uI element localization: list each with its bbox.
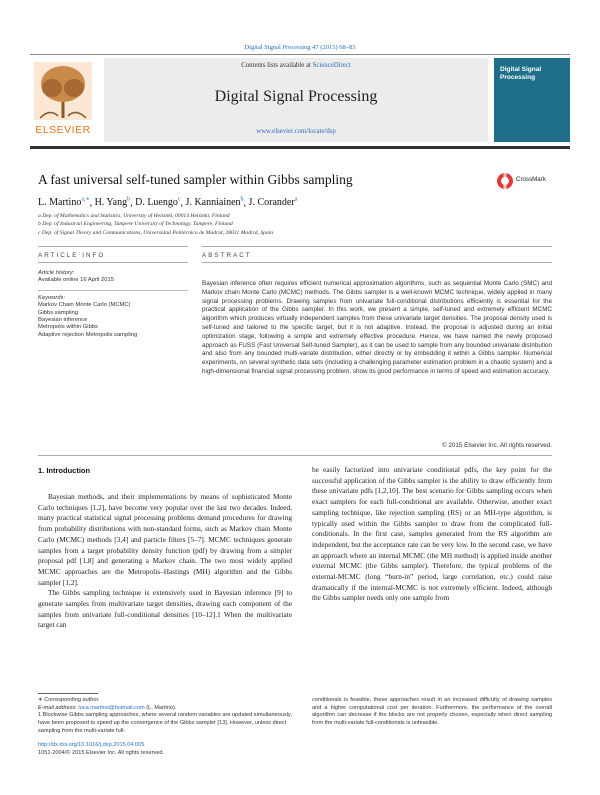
affiliations bbox=[38, 212, 558, 237]
publisher-name: ELSEVIER bbox=[35, 124, 91, 136]
author-list: L. Martino$^{a,∗}$, H. Yang$^b$, D. Luengo$^c$, J. Kanniainen$^b$, J. Corander$^a$ bbox=[38, 197, 298, 209]
header-bottom-rule bbox=[30, 146, 570, 149]
doi-block bbox=[38, 742, 338, 757]
contents-available-line bbox=[104, 62, 488, 69]
contents-prefix: Contents lists available at bbox=[241, 62, 313, 69]
article-info bbox=[38, 270, 188, 339]
author-2: H. Yang$^b$ bbox=[94, 197, 131, 209]
abstract-text: Bayesian inference often requires efficient numerical approximation algorithms, such as sequential Monte Carlo (SMC) and Markov chain Monte Carlo (MCMC) methods. The Gibbs sampler is a well-known MCMC technique, widely applied in many signal processing problems. Drawing samples from univariate full-conditional distributions efficiently is essential for the practical application of the Gibbs sampler. In this work, we present a simple, self-tuned and extremely efficient MCMC algorithm which produces virtually independent samples from these univariate target densities. The proposal density used is self-tuned and tailored to the specific target, but it is not adaptive. Instead, the proposal is adjusted during an initial optimization stage, following a simple and extremely effective procedure. Hence, we have named the newly proposed approach as FUSS (Fast Universal Self-tuned Sampler), as it can be used to sample from any bounded univariate distribution and also from any bounded multi-variate distribution, either directly or by embedding it within a Gibbs sampler. Numerical experiments, on several synthetic data sets (including a challenging parameter estimation problem in a chaotic system) and a high-dimensional financial signal processing problem, show its good performance in terms of speed and estimation accuracy. bbox=[202, 280, 552, 375]
article-info-rule bbox=[38, 246, 188, 247]
abstract-rule bbox=[202, 246, 552, 247]
author-1: L. Martino$^{a,∗}$ bbox=[38, 197, 90, 209]
footnote-rule bbox=[38, 693, 98, 694]
article-info-rule-2 bbox=[38, 262, 188, 263]
paper-title: A fast universal self-tuned sampler within Gibbs sampling bbox=[38, 172, 353, 187]
body-left-column bbox=[38, 492, 292, 631]
keyword: Adaptive rejection Metropolis sampling bbox=[38, 331, 138, 338]
affiliation-b: b Dep. of Industrial Engineering, Tampere University of Technology, Tampere, Finland bbox=[38, 221, 233, 228]
keyword: Bayesian inference bbox=[38, 317, 88, 324]
author-5: J. Corander$^a$ bbox=[248, 197, 298, 209]
email-link[interactable]: luca.martino@hotmail.com bbox=[78, 704, 145, 711]
history-label: Article history: bbox=[38, 270, 75, 276]
body-paragraph: Bayesian methods, and their implementations by means of sophisticated Monte Carlo techniques [1,2], have become very popular over the last two decades. Indeed, many practical statistical signal processing problems demand procedures for drawing from probability distributions with non-standard forms, such as Markov chain Monte Carlo (MCMC) methods [3,4] and particle filters [5–7]. MCMC techniques generate samples from a target probability density function (pdf) by drawing from a simpler proposal pdf [1,8] and generating a Markov chain. The two most widely applied MCMC approaches are the Metropolis–Hastings (MH) algorithm and the Gibbs sampler [1,2]. bbox=[38, 492, 292, 587]
keyword: Gibbs sampling bbox=[38, 309, 78, 316]
footnote-1-continued: conditionals is feasible, these approaches result in an increased difficulty of drawing samples and a higher computational cost per iteration. Furthermore, the performance of the overall algorithm can decrease if the blocks are not properly chosen, especially when direct sampling from the multi-variate full-conditionals is unfeasible. bbox=[312, 697, 552, 727]
keyword: Metropolis within Gibbs bbox=[38, 324, 98, 331]
email-note: E-mail address: luca.martino@hotmail.com (L. Martino). bbox=[38, 704, 177, 711]
header-top-rule bbox=[30, 54, 570, 55]
keywords-divider bbox=[38, 290, 188, 291]
history-value: Available online 16 April 2015 bbox=[38, 277, 114, 284]
article-info-heading: ARTICLE INFO bbox=[38, 252, 106, 259]
abstract-rule-2 bbox=[202, 262, 552, 263]
keywords-label: Keywords: bbox=[38, 294, 66, 301]
corresponding-author-note: ∗ Corresponding author. bbox=[38, 697, 100, 703]
affiliation-a: a Dep. of Mathematics and Statistics, University of Helsinki, 00014 Helsinki, Finland bbox=[38, 213, 230, 219]
journal-title: Digital Signal Processing bbox=[214, 88, 378, 105]
section-heading: 1. Introduction bbox=[38, 466, 91, 475]
journal-homepage-link[interactable]: www.elsevier.com/locate/dsp bbox=[256, 128, 336, 135]
crossmark-label[interactable]: CrossMark bbox=[516, 176, 546, 183]
body-paragraph: The Gibbs sampling technique is extensively used in Bayesian inference [9] to generate samples from multivariate target densities, drawing each component of the samples from univariate full-conditional densities [10–12].1 When the multivariate target can bbox=[38, 588, 292, 630]
doi-link[interactable]: http://dx.doi.org/10.1016/j.dsp.2015.04.005 bbox=[38, 742, 145, 748]
author-4: J. Kanniainen$^b$ bbox=[185, 197, 244, 209]
abstract-heading: ABSTRACT bbox=[202, 252, 252, 259]
rights-line: 1051-2004/© 2015 Elsevier Inc. All rights reserved. bbox=[38, 749, 165, 756]
cover-title: Digital Signal Processing bbox=[500, 66, 542, 81]
footnote-1: 1 Blockwise Gibbs sampling approaches, where several random variables are updated simultaneously, have been proposed to speed up the convergence of the Gibbs sampler [13]. However, unless direct sampling from the multi-variate full- bbox=[38, 712, 292, 734]
footnotes-left bbox=[38, 697, 292, 736]
sciencedirect-link[interactable]: ScienceDirect bbox=[312, 62, 351, 69]
author-3: D. Luengo$^c$ bbox=[135, 197, 181, 209]
keyword: Markov Chain Monte Carlo (MCMC) bbox=[38, 302, 131, 309]
body-right-column bbox=[312, 465, 552, 604]
abstract-bottom-rule bbox=[38, 455, 552, 456]
body-paragraph: be easily factorized into univariate conditional pdfs, the key point for the successful application of the Gibbs sampler is the ability to draw efficiently from these univariate pdfs [1,2,10]. The best scenario for Gibbs sampling occurs when exact samplers for each full-conditional are available. Otherwise, another exact sampling technique, like rejection sampling (RS) or an MH-type algorithm, is typically used within the Gibbs sampler to draw from the complicated full-conditionals. In the first case, samples generated from the RS algorithm are independent, but the acceptance rate can be very low. In the second case, we have an approach where an internal MCMC (the MH method) is applied inside another external MCMC (the Gibbs sampler). Therefore, the typical problems of the external-MCMC (long “burn-in” period, large correlation, etc.) could raise dramatically if the internal-MCMC is not extremely efficient. Indeed, although the Gibbs sampler needs only one sample from bbox=[312, 465, 552, 603]
affiliation-c: c Dep. of Signal Theory and Communications, Universidad Politécnica de Madrid, 28031 Madrid, Spain bbox=[38, 229, 274, 236]
abstract-copyright: © 2015 Elsevier Inc. All rights reserved. bbox=[442, 442, 552, 449]
journal-reference[interactable]: Digital Signal Processing 47 (2015) 68–83 bbox=[244, 44, 356, 51]
